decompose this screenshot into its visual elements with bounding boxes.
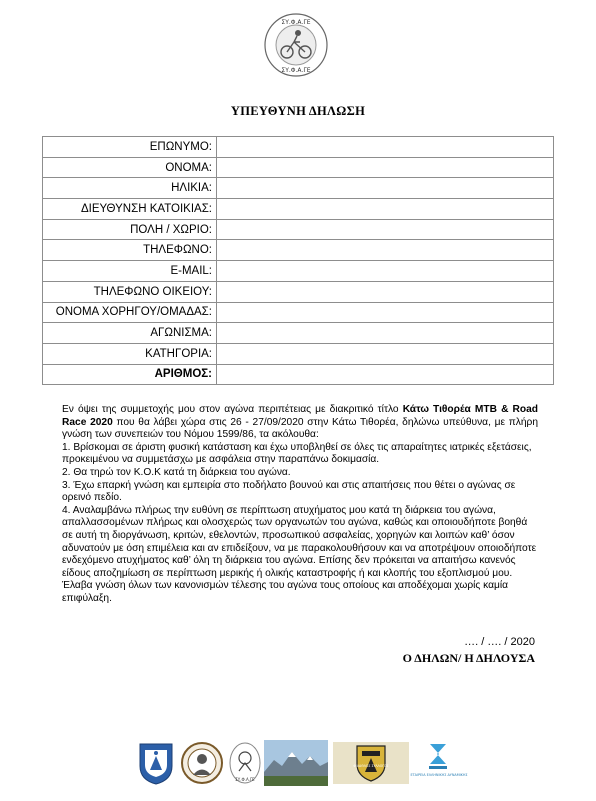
city-label: ΠΟΛΗ / ΧΩΡΙΟ: xyxy=(43,219,217,240)
signer-caption: Ο ΔΗΛΩΝ/ Η ΔΗΛΟΥΣΑ xyxy=(402,651,535,665)
age-label: ΗΛΙΚΙΑ: xyxy=(43,178,217,199)
declaration-intro xyxy=(62,404,538,442)
form-row xyxy=(43,281,554,302)
logo-text-top: ΣΥ.Φ.Α.ΓΕ xyxy=(281,19,311,26)
personal-details-table xyxy=(42,136,554,385)
city-field[interactable] xyxy=(217,219,554,240)
form-row xyxy=(43,157,554,178)
energy-caption: ΕΤΑΙΡΕΙΑ ΕΛΛΗΝΙΚΗΣ ΔΥΝΑΜΙΚΗΣ xyxy=(410,773,468,777)
club-logo xyxy=(263,12,329,78)
date-line: …. / …. / 2020 xyxy=(464,636,535,648)
emblem-caption: ΣΥ.Φ.Α.ΓΕ xyxy=(235,777,255,782)
address-field[interactable] xyxy=(217,199,554,220)
badge-caption: ΦΙΛΑΘΛΟΣ ΣΥΛΛΟΓΟΣ xyxy=(353,764,389,768)
form-row xyxy=(43,240,554,261)
form-row xyxy=(43,364,554,385)
sponsor-team-label: ΟΝΟΜΑ ΧΟΡΗΓΟΥ/ΟΜΑΔΑΣ: xyxy=(43,302,217,323)
declaration-item-5: Έλαβα γνώση όλων των κανονισμών τέλεσης του αγώνα τους οποίους και αποδέχομαι χωρίς καμία επιφύλαξη. xyxy=(62,580,509,604)
energy-company-logo-icon xyxy=(410,740,468,786)
event-field[interactable] xyxy=(217,323,554,344)
phone-field[interactable] xyxy=(217,240,554,261)
relative-phone-label: ΤΗΛΕΦΩΝΟ ΟΙΚΕΙΟΥ: xyxy=(43,281,217,302)
phone-label: ΤΗΛΕΦΩΝΟ: xyxy=(43,240,217,261)
intro-part-2: που θα λάβει χώρα στις 26 - 27/09/2020 στην Κάτω Τιθορέα, δηλώνω υπεύθυνα, με πλήρη γνώση των συνεπειών του Νόμου 1599/86, τα ακόλουθα: xyxy=(62,416,538,441)
declaration-item-2: 2. Θα τηρώ τον Κ.Ο.Κ κατά τη διάρκεια του αγώνα. xyxy=(62,466,291,478)
portrait-seal-icon xyxy=(181,742,223,784)
form-row xyxy=(43,199,554,220)
form-row xyxy=(43,323,554,344)
logo-text-bottom: ΣΥ.Φ.Α.ΓΕ xyxy=(281,67,311,74)
supporters-club-badge-icon xyxy=(333,742,409,784)
email-label: E-MAIL: xyxy=(43,261,217,282)
municipality-shield-icon xyxy=(136,740,176,786)
sponsor-team-field[interactable] xyxy=(217,302,554,323)
event-label: ΑΓΩΝΙΣΜΑ: xyxy=(43,323,217,344)
intro-part-1: Εν όψει της συμμετοχής μου στον αγώνα περιπέτειας με διακριτικό τίτλο xyxy=(62,404,403,415)
declaration-item-3: 3. Έχω επαρκή γνώση και εμπειρία στο ποδήλατο βουνού και στις απαιτήσεις που θέτει ο αγώνας σε ορεινό πεδίο. xyxy=(62,479,516,504)
surname-label: ΕΠΩΝΥΜΟ: xyxy=(43,137,217,158)
form-row xyxy=(43,302,554,323)
category-label: ΚΑΤΗΓΟΡΙΑ: xyxy=(43,343,217,364)
name-label: ΟΝΟΜΑ: xyxy=(43,157,217,178)
form-row xyxy=(43,137,554,158)
event-title: Κάτω Τιθορέα MTB & Road Race 2020 xyxy=(62,404,538,428)
number-field[interactable] xyxy=(217,364,554,385)
address-label: ΔΙΕΥΘΥΝΣΗ ΚΑΤΟΙΚΙΑΣ: xyxy=(43,199,217,220)
sponsor-logos xyxy=(0,740,596,790)
form-row xyxy=(43,261,554,282)
form-row xyxy=(43,178,554,199)
declaration-text xyxy=(62,404,538,606)
club-emblem-icon xyxy=(229,741,261,785)
relative-phone-field[interactable] xyxy=(217,281,554,302)
email-field[interactable] xyxy=(217,261,554,282)
category-field[interactable] xyxy=(217,343,554,364)
declaration-item-4: 4. Αναλαμβάνω πλήρως την ευθύνη σε περίπτωση ατυχήματος μου κατά τη διάρκεια του αγώνα, απαλλασσομένων πλήρως και ολοσχερώς των οργανωτών του αγώνα, καθώς και οποιουδήποτε βοηθά σε αυτή τη διοργάνωση, κριτών, εθελοντών, προσωπικού ασφαλείας, χορηγών και λοιπών καθ’ όσον αδυνατούν με όση επιμέλεια και αν επιδείξουν, να με παρακολουθήσουν και να αποτρέψουν οποιοδήποτε ενδεχόμενο ατυχήματος καθ’ όλη τη διάρκεια του αγώνα. Επίσης δεν πρόκειται να απαιτήσω κανενός είδους αποζημίωση σε περίπτωση μερικής ή ολικής καταστροφής ή και κλοπής του εξοπλισμού μου. xyxy=(62,504,537,579)
number-label: ΑΡΙΘΜΟΣ: xyxy=(43,364,217,385)
surname-field[interactable] xyxy=(217,137,554,158)
form-row xyxy=(43,343,554,364)
document-title: ΥΠΕΥΘΥΝΗ ΔΗΛΩΣΗ xyxy=(230,104,366,118)
declaration-item-1: 1. Βρίσκομαι σε άριστη φυσική κατάσταση και έχω υποβληθεί σε όλες τις απαραίτητες ιατρικές εξετάσεις, προκειμένου να συμμετάσχω με ασφάλεια στην παραπάνω δοκιμασία. xyxy=(62,441,532,466)
age-field[interactable] xyxy=(217,178,554,199)
mountain-photo-icon xyxy=(264,740,328,786)
name-field[interactable] xyxy=(217,157,554,178)
form-row xyxy=(43,219,554,240)
